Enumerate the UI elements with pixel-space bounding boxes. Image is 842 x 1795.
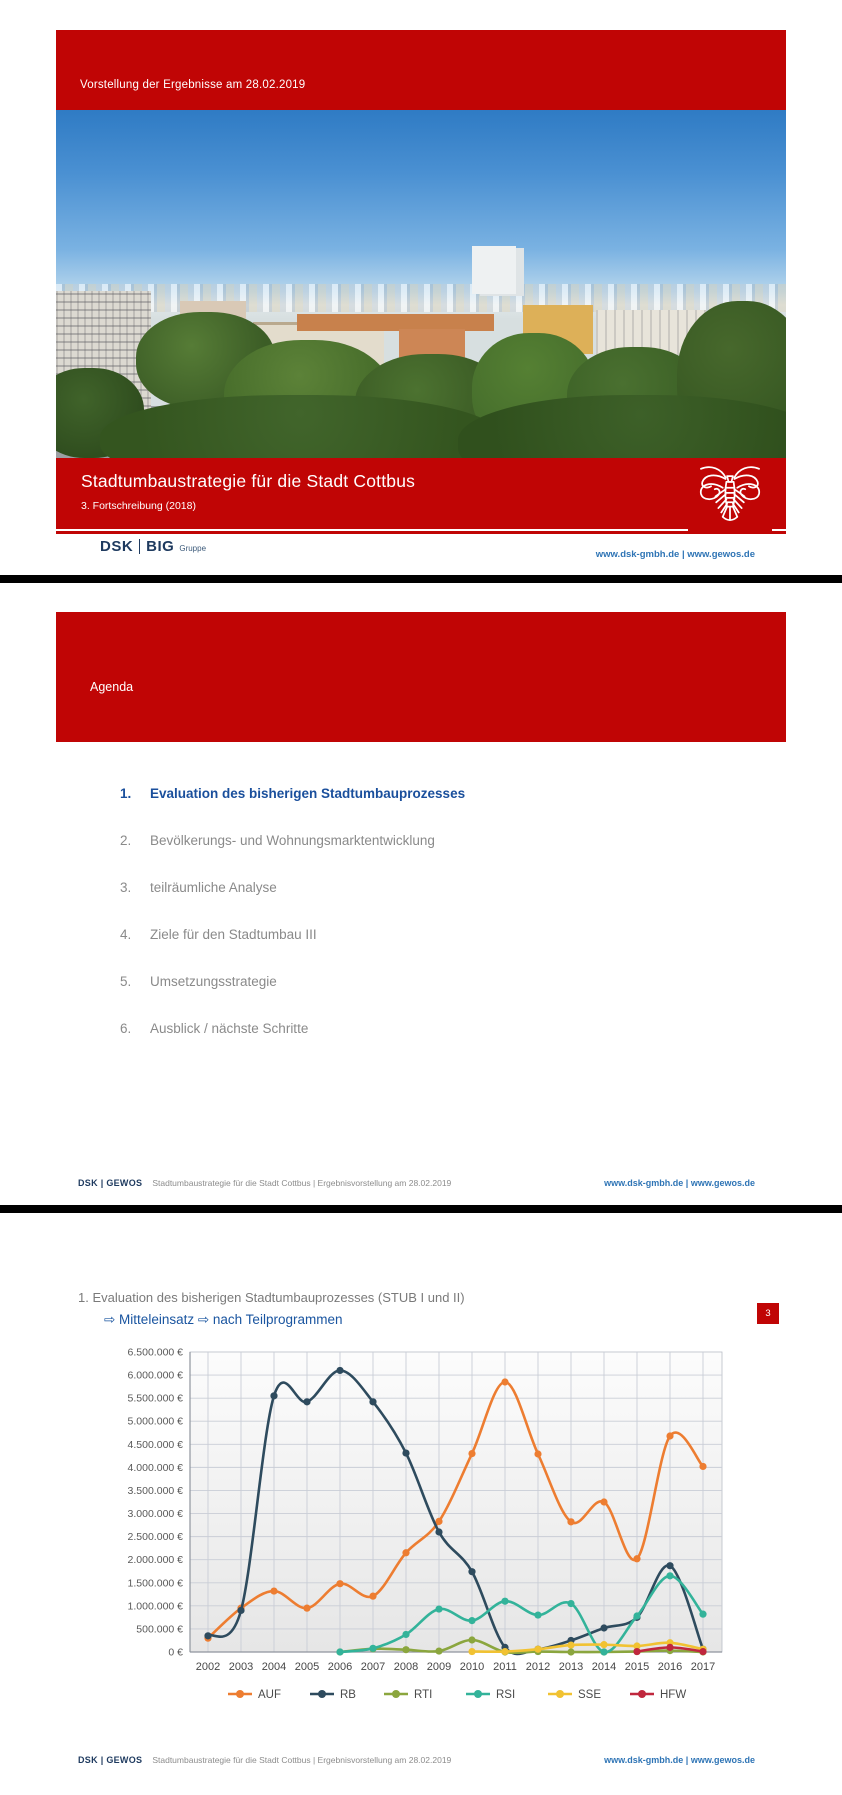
data-point-rb (402, 1449, 409, 1456)
y-tick-label: 500.000 € (136, 1623, 183, 1636)
presentation-title: Stadtumbaustrategie für die Stadt Cottbus (81, 471, 416, 491)
slide3-footer (78, 1755, 755, 1765)
x-tick-label: 2017 (690, 1661, 716, 1673)
cottbus-crest-icon (688, 459, 772, 531)
legend-marker-dot (392, 1690, 400, 1698)
data-point-sse (534, 1646, 541, 1653)
website-links[interactable]: www.dsk-gmbh.de | www.gewos.de (604, 1178, 755, 1188)
website-links[interactable]: www.dsk-gmbh.de | www.gewos.de (604, 1755, 755, 1765)
data-point-auf (699, 1463, 706, 1470)
data-point-rsi (534, 1611, 541, 1618)
legend-label: AUF (258, 1689, 281, 1701)
data-point-rb (270, 1392, 277, 1399)
agenda-item-4 (120, 927, 317, 942)
page-number: 3 (765, 1308, 771, 1319)
y-tick-label: 6.000.000 € (127, 1369, 183, 1382)
slide3-title: 1. Evaluation des bisherigen Stadtumbauprozesses (STUB I und II) (78, 1290, 465, 1305)
data-point-auf (369, 1593, 376, 1600)
agenda-item-3 (120, 880, 277, 895)
logo-dsk-text: DSK (100, 538, 134, 555)
data-point-auf (534, 1450, 541, 1457)
logo-separator (139, 539, 140, 554)
y-tick-label: 6.500.000 € (127, 1346, 183, 1359)
y-tick-label: 3.500.000 € (127, 1484, 183, 1497)
data-point-auf (336, 1580, 343, 1587)
slide1-title-banner (56, 458, 786, 529)
data-point-rsi (402, 1631, 409, 1638)
x-tick-label: 2003 (228, 1661, 254, 1673)
presentation-date: Vorstellung der Ergebnisse am 28.02.2019 (80, 79, 306, 91)
data-point-rb (336, 1367, 343, 1374)
data-point-rsi (501, 1598, 508, 1605)
data-point-auf (435, 1518, 442, 1525)
cityscape-photo (56, 110, 786, 458)
data-point-rb (468, 1568, 475, 1575)
agenda-item-2 (120, 833, 435, 848)
y-tick-label: 3.000.000 € (127, 1508, 183, 1521)
y-tick-label: 2.000.000 € (127, 1554, 183, 1567)
y-tick-label: 4.000.000 € (127, 1461, 183, 1474)
funding-line-chart (100, 1338, 740, 1710)
x-tick-label: 2002 (195, 1661, 221, 1673)
data-point-rsi (699, 1611, 706, 1618)
agenda-item-5 (120, 974, 277, 989)
presentation-subtitle: 3. Fortschreibung (2018) (81, 500, 196, 512)
slide1-header-bar (56, 30, 786, 110)
logo-gruppe-text: Gruppe (179, 544, 207, 553)
photo-horizon-skyline (56, 284, 786, 312)
data-point-rb (666, 1562, 673, 1569)
data-point-hfw (633, 1648, 640, 1655)
x-tick-label: 2007 (360, 1661, 386, 1673)
data-point-sse (501, 1648, 508, 1655)
data-point-rsi (435, 1605, 442, 1612)
footer-brand: DSK | GEWOS (78, 1178, 143, 1188)
footer-text: Stadtumbaustrategie für die Stadt Cottbus | Ergebnisvorstellung am 28.02.2019 (152, 1178, 452, 1188)
x-tick-label: 2016 (657, 1661, 683, 1673)
data-point-rb (303, 1398, 310, 1405)
data-point-rsi (633, 1612, 640, 1619)
x-tick-label: 2013 (558, 1661, 584, 1673)
x-tick-label: 2004 (261, 1661, 287, 1673)
data-point-rb (369, 1398, 376, 1405)
data-point-rti (402, 1646, 409, 1653)
data-point-rsi (600, 1648, 607, 1655)
x-tick-label: 2011 (493, 1661, 517, 1673)
legend-label: RSI (496, 1689, 516, 1701)
agenda-item-label: Bevölkerungs- und Wohnungsmarktentwicklung (150, 833, 435, 848)
x-tick-label: 2012 (525, 1661, 551, 1673)
red-divider-rule (56, 531, 786, 534)
data-point-rsi (336, 1648, 343, 1655)
data-point-rti (567, 1648, 574, 1655)
data-point-rb (600, 1624, 607, 1631)
x-tick-label: 2006 (327, 1661, 353, 1673)
data-point-rsi (369, 1645, 376, 1652)
y-tick-label: 0 € (168, 1646, 183, 1659)
agenda-banner (56, 612, 786, 742)
data-point-rti (468, 1636, 475, 1643)
y-tick-label: 2.500.000 € (127, 1531, 183, 1544)
data-point-rb (237, 1607, 244, 1614)
data-point-auf (666, 1432, 673, 1439)
y-tick-label: 4.500.000 € (127, 1438, 183, 1451)
x-tick-label: 2014 (591, 1661, 617, 1673)
data-point-sse (600, 1641, 607, 1648)
legend-label: SSE (578, 1689, 602, 1701)
agenda-item-label: Ausblick / nächste Schritte (150, 1021, 309, 1036)
data-point-rti (435, 1647, 442, 1654)
data-point-sse (567, 1641, 574, 1648)
x-tick-label: 2008 (393, 1661, 419, 1673)
y-tick-label: 1.500.000 € (127, 1577, 183, 1590)
legend-label: HFW (660, 1689, 687, 1701)
agenda-item-number: 6. (120, 1021, 132, 1036)
data-point-sse (468, 1648, 475, 1655)
footer-text: Stadtumbaustrategie für die Stadt Cottbus | Ergebnisvorstellung am 28.02.2019 (152, 1755, 452, 1765)
footer-brand: DSK | GEWOS (78, 1755, 143, 1765)
data-point-rsi (666, 1572, 673, 1579)
data-point-auf (633, 1555, 640, 1562)
data-point-auf (567, 1518, 574, 1525)
data-point-auf (303, 1605, 310, 1612)
slide2-footer (78, 1178, 755, 1188)
dsk-big-logo (100, 538, 206, 555)
data-point-rb (435, 1528, 442, 1535)
y-tick-label: 1.000.000 € (127, 1600, 183, 1613)
website-links[interactable]: www.dsk-gmbh.de | www.gewos.de (595, 549, 755, 560)
y-tick-label: 5.500.000 € (127, 1392, 183, 1405)
data-point-auf (501, 1378, 508, 1385)
agenda-item-1 (120, 786, 465, 801)
agenda-item-number: 5. (120, 974, 132, 989)
agenda-item-6 (120, 1021, 308, 1036)
agenda-item-number: 1. (120, 786, 132, 801)
x-tick-label: 2009 (426, 1661, 452, 1673)
legend-marker-dot (638, 1690, 646, 1698)
data-point-rb (204, 1632, 211, 1639)
data-point-auf (402, 1549, 409, 1556)
page-number-badge (757, 1303, 779, 1324)
y-tick-label: 5.000.000 € (127, 1415, 183, 1428)
agenda-item-label: Ziele für den Stadtumbau III (150, 927, 317, 942)
agenda-item-number: 4. (120, 927, 132, 942)
x-tick-label: 2005 (294, 1661, 320, 1673)
data-point-auf (600, 1498, 607, 1505)
data-point-auf (270, 1587, 277, 1594)
data-point-rsi (468, 1617, 475, 1624)
page-separator (0, 1205, 842, 1213)
data-point-hfw (666, 1644, 673, 1651)
legend-marker-dot (236, 1690, 244, 1698)
agenda-item-number: 3. (120, 880, 132, 895)
legend-marker-dot (556, 1690, 564, 1698)
agenda-item-label: teilräumliche Analyse (150, 880, 277, 895)
legend-marker-dot (318, 1690, 326, 1698)
data-point-auf (468, 1450, 475, 1457)
data-point-hfw (699, 1648, 706, 1655)
legend-label: RTI (414, 1689, 433, 1701)
agenda-item-label: Umsetzungsstrategie (150, 974, 277, 989)
slide3-subtitle: ⇨ Mitteleinsatz ⇨ nach Teilprogrammen (104, 1312, 343, 1327)
legend-marker-dot (474, 1690, 482, 1698)
agenda-item-number: 2. (120, 833, 132, 848)
legend-label: RB (340, 1689, 356, 1701)
page-separator (0, 575, 842, 583)
data-point-rsi (567, 1600, 574, 1607)
x-tick-label: 2015 (624, 1661, 650, 1673)
x-tick-label: 2010 (459, 1661, 485, 1673)
logo-big-text: BIG (146, 538, 175, 555)
agenda-item-label: Evaluation des bisherigen Stadtumbauprozesses (150, 786, 466, 801)
agenda-heading: Agenda (90, 680, 134, 694)
photo-distant-white-building (472, 246, 516, 295)
